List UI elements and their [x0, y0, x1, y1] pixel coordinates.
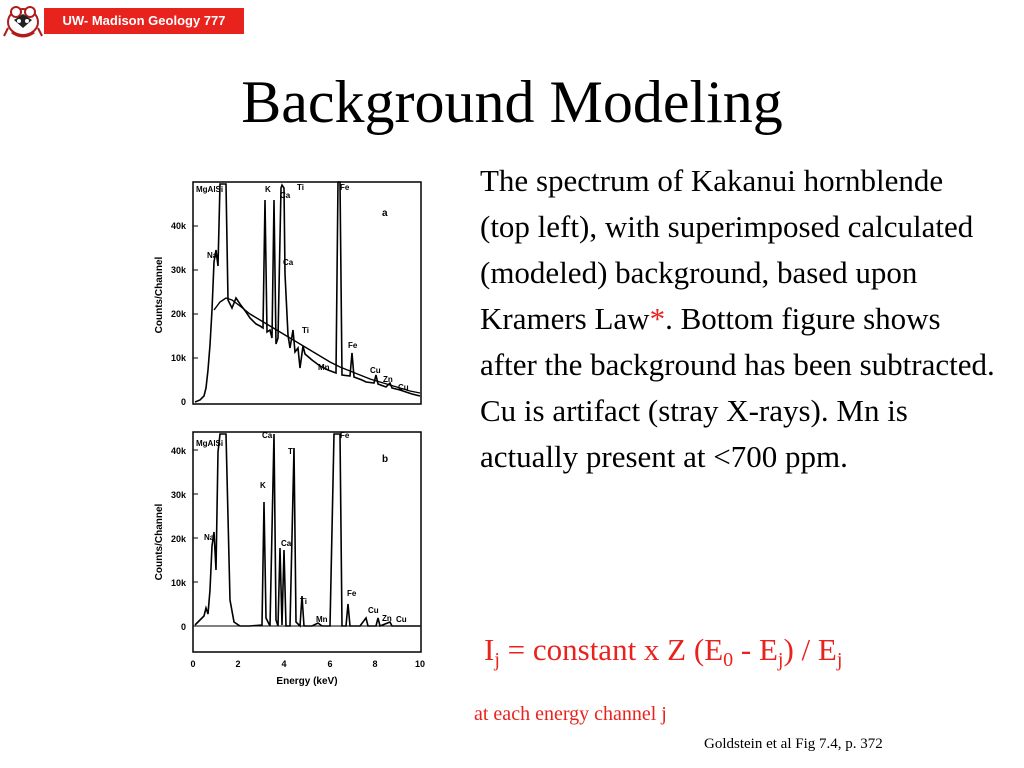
peak-label: Ti: [302, 326, 309, 335]
panel-letter: a: [382, 208, 388, 219]
peak-label: Ca: [283, 258, 294, 267]
badger-mascot-icon: [2, 2, 44, 42]
x-tick-label: 8: [372, 659, 378, 669]
peak-label: Ti: [288, 447, 295, 456]
y-tick-label: 30k: [170, 265, 186, 275]
peak-label: Ca: [280, 191, 291, 200]
kramers-formula: $I_j$ = constant x Z $(E_0 - E_j) / E_j$: [484, 632, 843, 671]
peak-label: Ti: [300, 597, 307, 606]
y-axis-label-top: Counts/Channel: [154, 256, 165, 334]
peak-label: Fe: [340, 183, 350, 192]
peak-label: Mn: [316, 615, 328, 624]
x-tick-label: 0: [190, 659, 196, 669]
y-tick-label: 0: [180, 622, 186, 632]
x-axis-label: Energy (keV): [276, 676, 338, 687]
peak-label: Cu: [396, 615, 407, 624]
description-text: [480, 158, 1000, 480]
peak-label: MgAlSi: [196, 439, 224, 448]
peak-label: MgAlSi: [196, 185, 224, 194]
formula-note: at each energy channel j: [474, 703, 667, 725]
peak-label: Fe: [340, 431, 350, 440]
figure-citation: Goldstein et al Fig 7.4, p. 372: [704, 736, 883, 752]
panel-letter: b: [382, 454, 389, 465]
course-badge: UW- Madison Geology 777: [44, 8, 244, 34]
x-tick-label: 10: [414, 659, 426, 669]
peak-label: Fe: [347, 589, 357, 598]
peak-label: Ca: [262, 431, 273, 440]
x-tick-label: 2: [235, 659, 241, 669]
y-tick-label: 40k: [170, 221, 186, 231]
footnote-star: *: [649, 301, 666, 336]
peak-label: Ti: [297, 183, 304, 192]
y-tick-label: 10k: [170, 353, 186, 363]
peak-label: Mn: [318, 363, 330, 372]
description-part-2: . Bottom figure shows after the background has been subtracted. Cu is artifact (stray X-rays). Mn is actually present at <700 ppm.: [480, 301, 995, 474]
peak-label: Cu: [370, 366, 381, 375]
spectrum-figure: [150, 170, 450, 695]
peak-label: Fe: [348, 341, 358, 350]
peak-label: K: [260, 481, 266, 490]
description-part-1: The spectrum of Kakanui hornblende (top left), with superimposed calculated (modeled) background, based upon Kramers Law: [480, 163, 974, 336]
peak-label: Na: [207, 251, 218, 260]
y-axis-label-bottom: Counts/Channel: [154, 503, 165, 581]
y-tick-label: 20k: [170, 309, 186, 319]
y-tick-label: 10k: [170, 578, 186, 588]
slide-title: Background Modeling: [241, 69, 783, 135]
peak-label: Cu: [368, 606, 379, 615]
peak-label: Cu: [398, 383, 409, 392]
peak-label: Zn: [382, 614, 392, 623]
x-tick-label: 6: [327, 659, 333, 669]
peak-label: Na: [204, 533, 215, 542]
peak-label: Zn: [383, 375, 393, 384]
x-tick-label: 4: [281, 659, 287, 669]
y-tick-label: 20k: [170, 534, 186, 544]
y-tick-label: 40k: [170, 446, 186, 456]
y-tick-label: 0: [180, 397, 186, 407]
peak-label: Ca: [281, 539, 292, 548]
peak-label: K: [265, 185, 271, 194]
y-tick-label: 30k: [170, 490, 186, 500]
